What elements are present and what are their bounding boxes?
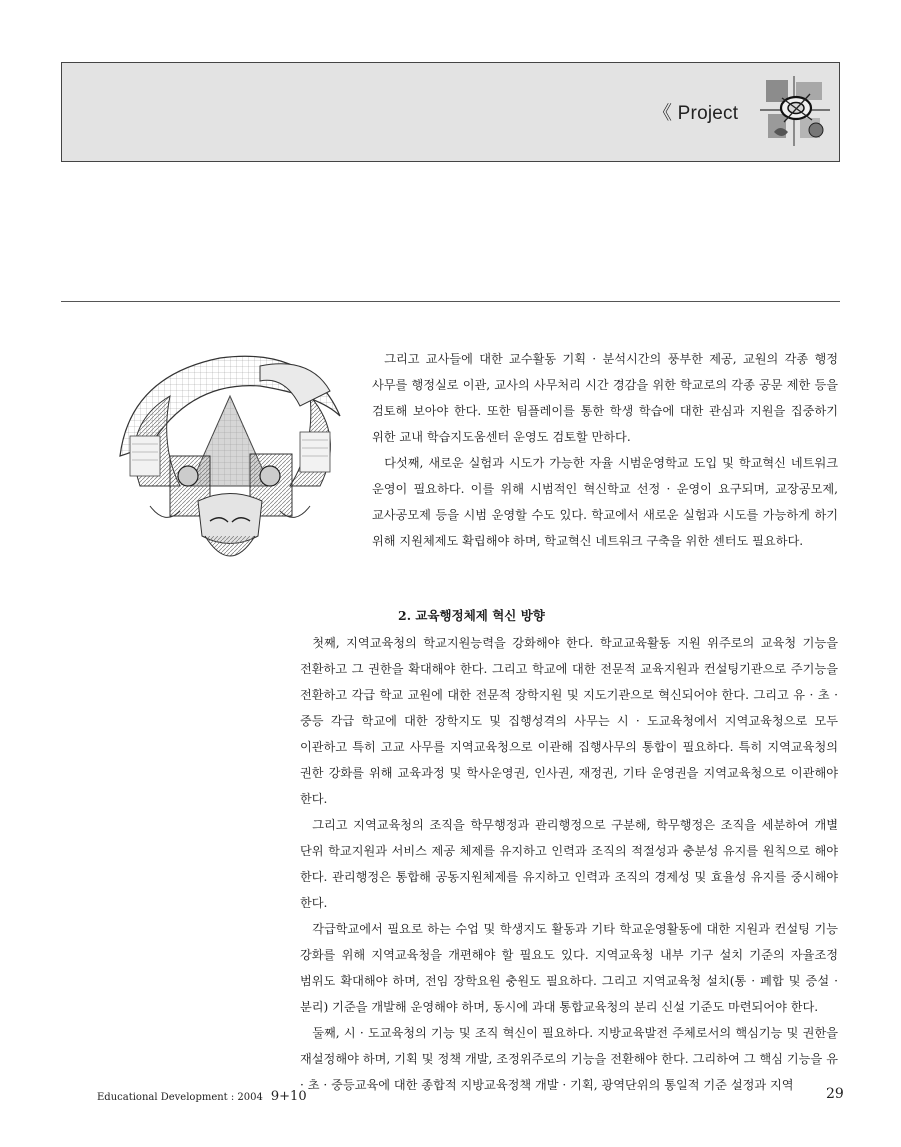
footer-journal: [97, 1089, 307, 1104]
journal-name: Educational Development : 2004: [97, 1092, 263, 1103]
page-number: 29: [826, 1086, 844, 1102]
issue-number: 9+10: [270, 1089, 307, 1104]
education-illustration: [110, 336, 350, 576]
paragraph: 첫째, 지역교육청의 학교지원능력을 강화해야 한다. 학교교육활동 지원 위주로의 교육청 기능을 전환하고 그 권한을 확대해야 한다. 그리고 학교에 대한 전문적 교육지원과 컨설팅기관으로 주기능을 전환하고 각급 학교 교원에 대한 전문적 장학지원 및 지도기관으로 혁신되어야 한다. 그리고 유 · 초 · 중등 각급 학교에 대한 장학지도 및 집행성격의 사무는 시 · 도교육청에서 지역교육청으로 모두 이관하고 특히 고교 사무를 지역교육청으로 이관해 집행사무의 통합이 필요하다. 특히 지역교육청의 권한 강화를 위해 교육과정 및 학사운영권, 인사권, 재정권, 기타 운영권을 지역교육청으로 이관해야 한다.: [300, 636, 838, 806]
paragraph: 둘째, 시 · 도교육청의 기능 및 조직 혁신이 필요하다. 지방교육발전 주체로서의 핵심기능 및 권한을 재설정해야 하며, 기획 및 정책 개발, 조정위주로의 기능을 전환해야 한다. 그리하여 그 핵심 기능을 유 · 초 · 중등교육에 대한 종합적 지방교육정책 개발 · 기획, 광역단위의 통일적 기준 설정과 지역: [300, 1026, 838, 1092]
text-column-lower: [300, 604, 838, 1098]
text-column-upper: [372, 346, 838, 554]
section-divider: [61, 301, 840, 302]
paragraph: 그리고 교사들에 대한 교수활동 기획 · 분석시간의 풍부한 제공, 교원의 각종 행정 사무를 행정실로 이관, 교사의 사무처리 시간 경감을 위한 학교로의 각종 공문 제한 등을 검토해 보아야 한다. 또한 팀플레이를 통한 학생 학습에 대한 관심과 지원을 집중하기 위한 교내 학습지도움센터 운영도 검토할 만하다.: [372, 352, 838, 444]
paragraph: 다섯째, 새로운 실험과 시도가 가능한 자율 시범운영학교 도입 및 학교혁신 네트워크 운영이 필요하다. 이를 위해 시범적인 혁신학교 선정 · 운영이 요구되며, 교장공모제, 교사공모제 등을 시범 운영할 수도 있다. 학교에서 새로운 실험과 시도를 가능하게 하기 위해 지원체제도 확립해야 하며, 학교혁신 네트워크 구축을 위한 센터도 필요하다.: [372, 456, 838, 548]
section-heading: 2. 교육행정체제 혁신 방향: [398, 608, 545, 623]
paragraph: 그리고 지역교육청의 조직을 학무행정과 관리행정으로 구분해, 학무행정은 조직을 세분하여 개별 단위 학교지원과 서비스 제공 체제를 유지하고 인력과 조직의 적절성과 충분성 유지를 원칙으로 해야 한다. 관리행정은 통합해 공동지원체제를 유지하고 인력과 조직의 경제성 및 효율성 유지를 중시해야 한다.: [300, 818, 838, 910]
paragraph: 각급학교에서 필요로 하는 수업 및 학생지도 활동과 기타 학교운영활동에 대한 지원과 컨설팅 기능 강화를 위해 지역교육청을 개편해야 할 필요도 있다. 지역교육청 내부 기구 설치 기준의 자율조정 범위도 확대해야 하며, 전임 장학요원 충원도 필요하다. 그리고 지역교육청 설치(통 · 폐합 및 증설 · 분리) 기준을 개발해 운영해야 하며, 동시에 과대 통합교육청의 분리 신설 기준도 마련되어야 한다.: [300, 922, 838, 1014]
project-emblem-icon: [760, 76, 830, 146]
header-label: 《 Project: [653, 103, 739, 124]
